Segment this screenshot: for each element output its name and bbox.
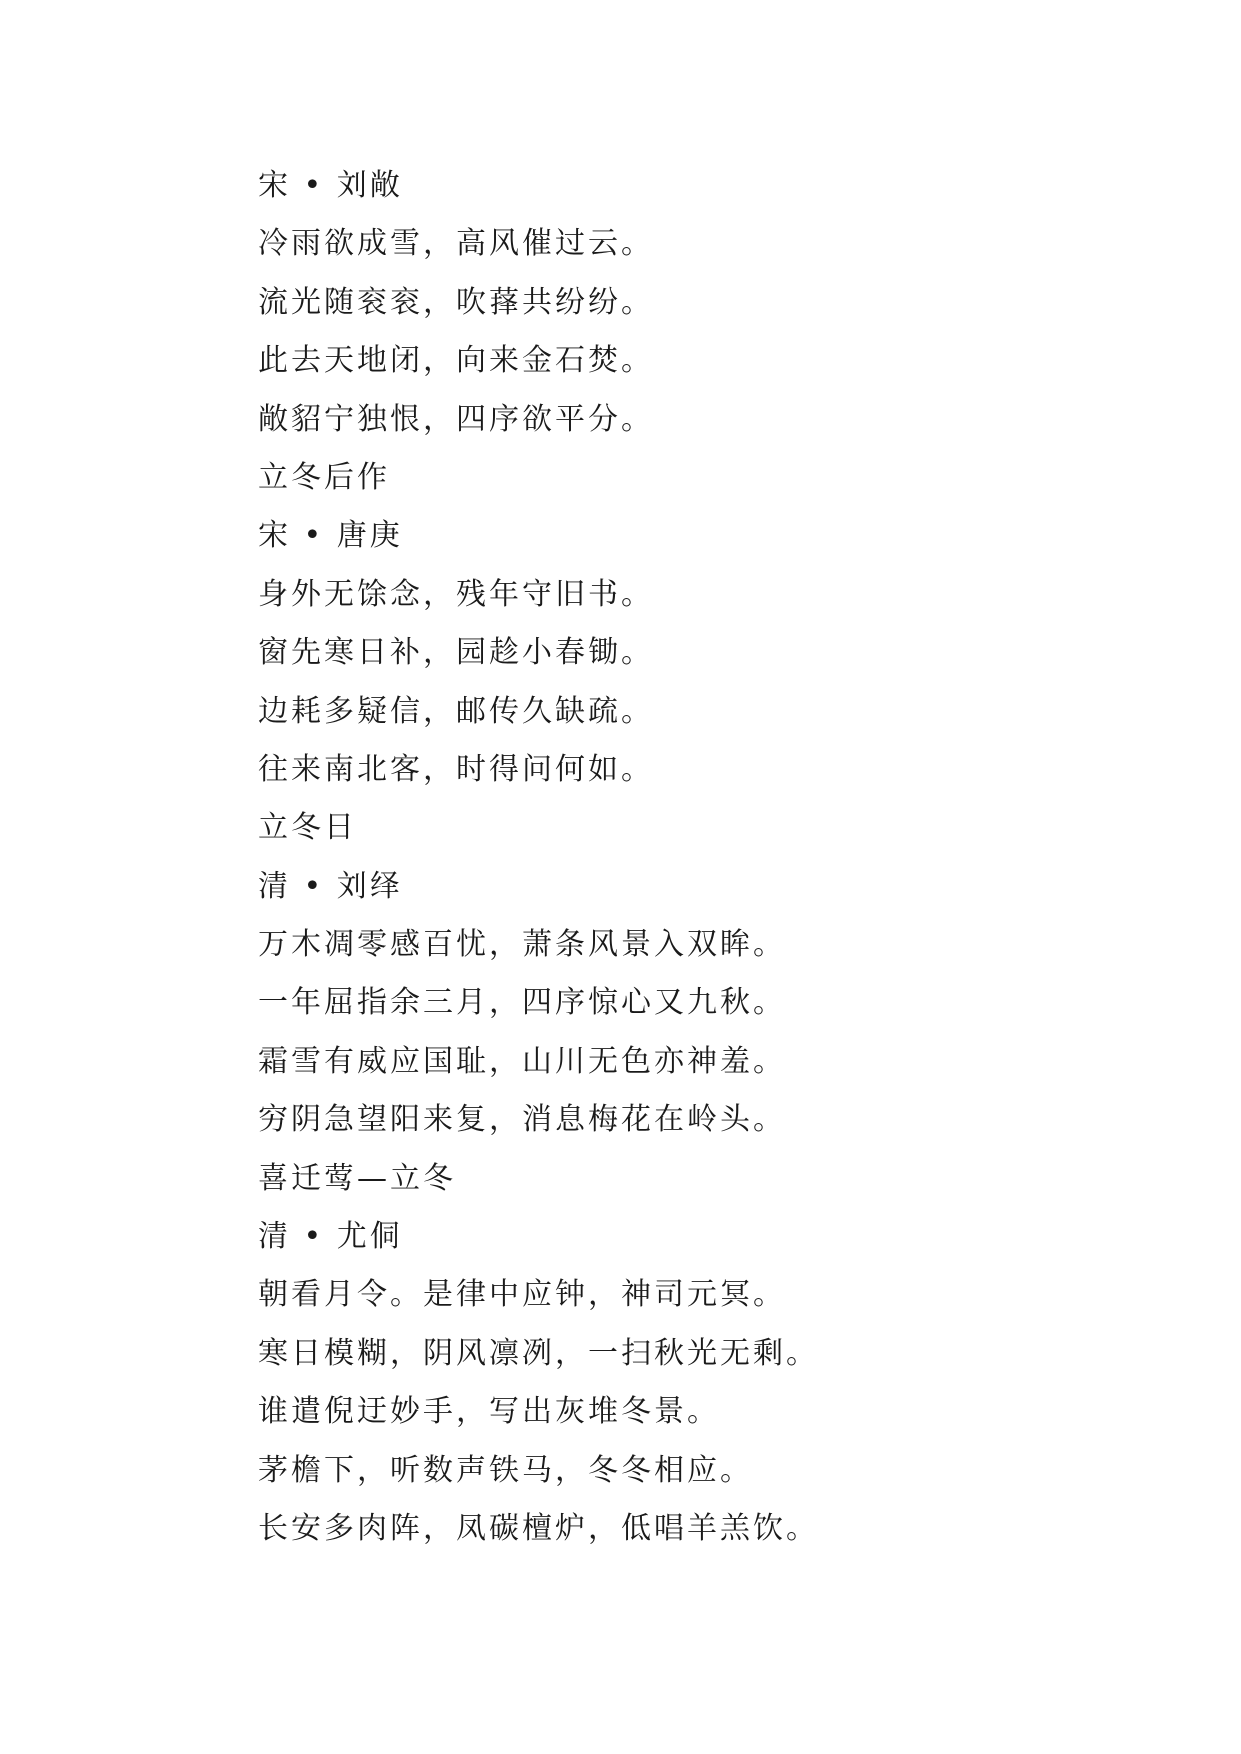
poem-line: 寒日模糊，阴风凛冽，一扫秋光无剩。 bbox=[258, 1335, 819, 1371]
poem-line: 边耗多疑信，邮传久缺疏。 bbox=[258, 693, 654, 729]
poem-title: 立冬日 bbox=[258, 810, 357, 846]
poem-line: 往来南北客，时得问何如。 bbox=[258, 751, 654, 787]
poem-line: 一年屈指余三月，四序惊心又九秋。 bbox=[258, 985, 786, 1021]
poem-title: 喜迁莺—立冬 bbox=[258, 1160, 456, 1196]
poem-title: 立冬后作 bbox=[258, 459, 390, 495]
poem-line: 身外无馀念，残年守旧书。 bbox=[258, 576, 654, 612]
author-line: 宋 • 唐庚 bbox=[258, 518, 403, 554]
poem-line: 冷雨欲成雪，高风催过云。 bbox=[258, 226, 654, 262]
poem-line: 穷阴急望阳来复，消息梅花在岭头。 bbox=[258, 1102, 786, 1138]
poem-line: 霜雪有威应国耻，山川无色亦神羞。 bbox=[258, 1043, 786, 1079]
author-line: 清 • 尤侗 bbox=[258, 1219, 403, 1255]
poem-line: 此去天地闭，向来金石焚。 bbox=[258, 343, 654, 379]
author-line: 清 • 刘绎 bbox=[258, 868, 403, 904]
poem-line: 茅檐下，听数声铁马，冬冬相应。 bbox=[258, 1452, 753, 1488]
poem-line: 敞貂宁独恨，四序欲平分。 bbox=[258, 401, 654, 437]
poem-line: 窗先寒日补，园趁小春锄。 bbox=[258, 635, 654, 671]
poem-line: 流光随衮衮，吹萚共纷纷。 bbox=[258, 284, 654, 320]
poem-line: 长安多肉阵，凤碳檀炉，低唱羊羔饮。 bbox=[258, 1510, 819, 1546]
poem-line: 万木凋零感百忧，萧条风景入双眸。 bbox=[258, 927, 786, 963]
author-line: 宋 • 刘敞 bbox=[258, 168, 403, 203]
poem-text-block bbox=[258, 157, 1158, 1558]
poem-line: 谁遣倪迂妙手，写出灰堆冬景。 bbox=[258, 1394, 720, 1430]
poem-line: 朝看月令。是律中应钟，神司元冥。 bbox=[258, 1277, 786, 1313]
